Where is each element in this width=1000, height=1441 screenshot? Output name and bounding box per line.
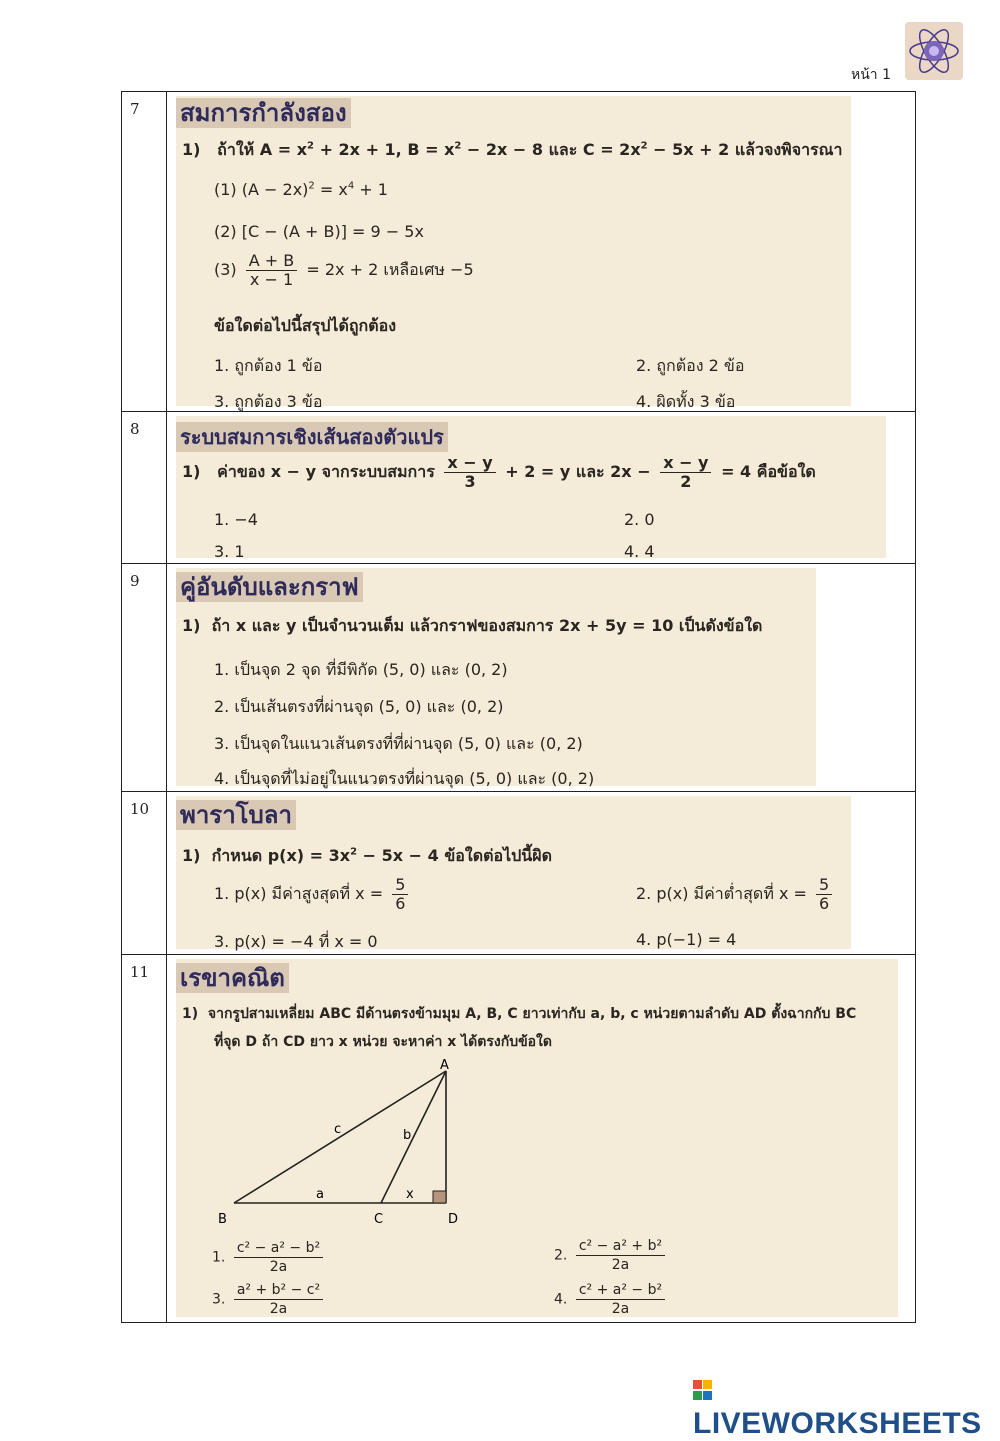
label-side-c: c [334,1122,342,1137]
option-3[interactable]: 3. 1 [214,542,245,561]
brand-text: LIVEWORKSHEETS [693,1407,982,1440]
question-ask: ข้อใดต่อไปนี้สรุปได้ถูกต้อง [214,316,397,335]
table-row [122,792,916,955]
liveworksheets-brand [693,1373,1000,1441]
option-4[interactable]: 4. ผิดทั้ง 3 ข้อ [636,392,736,411]
row-number: 8 [122,412,167,564]
question-text: 1) ค่าของ x − y จากระบบสมการ $\frac{x - y}{3}$ + 2 = y และ 2x − $\frac{x - y}{2}$ = 4 คือข้อใด [182,453,816,491]
section-title: พาราโบลา [176,800,296,830]
row-number: 11 [122,955,167,1323]
label-d-vertex: D [448,1212,459,1227]
geometry-question [176,959,898,1317]
row-number: 7 [122,92,167,412]
table-row [122,955,916,1323]
option-1[interactable]: 1. $\frac{\text{c² − a² − b²}}{2a}$ [212,1239,327,1276]
section-title: เรขาคณิต [176,963,289,993]
option-1[interactable]: 1. p(x) มีค่าสูงสุดที่ x = $\frac{5}{6}$ [214,876,412,913]
linear-system-question [176,416,886,561]
option-4[interactable]: 4. 4 [624,542,655,561]
table-row [122,412,916,564]
label-x: x [406,1187,414,1202]
option-4[interactable]: 4. เป็นจุดที่ไม่อยู่ในแนวตรงที่ผ่านจุด (5, 0) และ (0, 2) [214,769,595,788]
right-angle-marker [433,1191,446,1203]
row-number: 9 [122,564,167,792]
school-logo [905,22,963,80]
option-1[interactable]: 1. ถูกต้อง 1 ข้อ [214,356,323,375]
quadratic-question [176,96,851,411]
atom-logo-icon [905,22,963,80]
row-content [167,955,916,1323]
option-3[interactable]: 3. ถูกต้อง 3 ข้อ [214,392,323,411]
table-row [122,564,916,792]
row-content [167,412,916,564]
option-1[interactable]: 1. เป็นจุด 2 จุด ที่มีพิกัด (5, 0) และ (0, 2) [214,660,508,679]
question-table [121,91,916,1323]
option-2[interactable]: 2. 0 [624,510,655,529]
section-title: สมการกำลังสอง [176,98,351,128]
option-4[interactable]: 4. p(−1) = 4 [636,930,737,949]
label-a-vertex: A [440,1059,449,1073]
row-content [167,92,916,412]
row-number: 10 [122,792,167,955]
liveworksheets-logo-icon [693,1378,713,1402]
option-3[interactable]: 3. เป็นจุดในแนวเส้นตรงที่ที่ผ่านจุด (5, 0) และ (0, 2) [214,734,583,753]
row-content [167,564,916,792]
statement-3: (3) $\frac{A + B}{x - 1}$ = 2x + 2 เหลือเศษ −5 [214,251,474,289]
triangle-figure [216,1059,476,1229]
question-text: 1) กำหนด $p(x) = 3x^2 - 5x - 4$ ข้อใดต่อไปนี้ผิด [182,846,552,865]
label-b-vertex: B [218,1212,227,1227]
label-side-a: a [316,1187,324,1202]
label-c-vertex: C [374,1212,384,1227]
row-content [167,792,916,955]
parabola-question [176,796,851,949]
statement-2: (2) [C − (A + B)] = 9 − 5x [214,222,424,241]
table-row [122,92,916,412]
option-3[interactable]: 3. $\frac{\text{a² + b² − c²}}{2a}$ [212,1281,327,1318]
graph-question [176,568,816,786]
option-4[interactable]: 4. $\frac{\text{c² + a² − b²}}{2a}$ [554,1281,669,1318]
question-text: 1) ถ้า x และ y เป็นจำนวนเต็ม แล้วกราฟของสมการ 2x + 5y = 10 เป็นดังข้อใด [182,616,763,635]
option-2[interactable]: 2. เป็นเส้นตรงที่ผ่านจุด (5, 0) และ (0, 2) [214,697,504,716]
page-number: หน้า 1 [851,67,892,83]
label-side-b: b [403,1128,412,1143]
option-1[interactable]: 1. −4 [214,510,258,529]
section-title: ระบบสมการเชิงเส้นสองตัวแปร [176,422,448,452]
statement-1: (1) $(A - 2x)^2 = x^4 + 1$ [214,180,388,199]
option-2[interactable]: 2. $\frac{\text{c² − a² + b²}}{2a}$ [554,1237,669,1274]
option-2[interactable]: 2. ถูกต้อง 2 ข้อ [636,356,745,375]
option-2[interactable]: 2. p(x) มีค่าต่ำสุดที่ x = $\frac{5}{6}$ [636,876,836,913]
option-3[interactable]: 3. p(x) = −4 ที่ x = 0 [214,932,378,951]
question-text-line1: 1) จากรูปสามเหลี่ยม ABC มีด้านตรงข้ามมุม A, B, C ยาวเท่ากับ a, b, c หน่วยตามลำดับ AD ตั้งฉากกับ BC [182,1006,857,1022]
question-text: 1) ถ้าให้ $A = x^2 + 2x + 1$, $B = x^2 - 2x - 8$ และ $C = 2x^2 - 5x + 2$ แล้วจงพิจารณา [182,140,843,159]
section-title: คู่อันดับและกราฟ [176,572,363,602]
question-text-line2: ที่จุด D ถ้า CD ยาว x หน่วย จะหาค่า x ได้ตรงกับข้อใด [214,1034,552,1050]
